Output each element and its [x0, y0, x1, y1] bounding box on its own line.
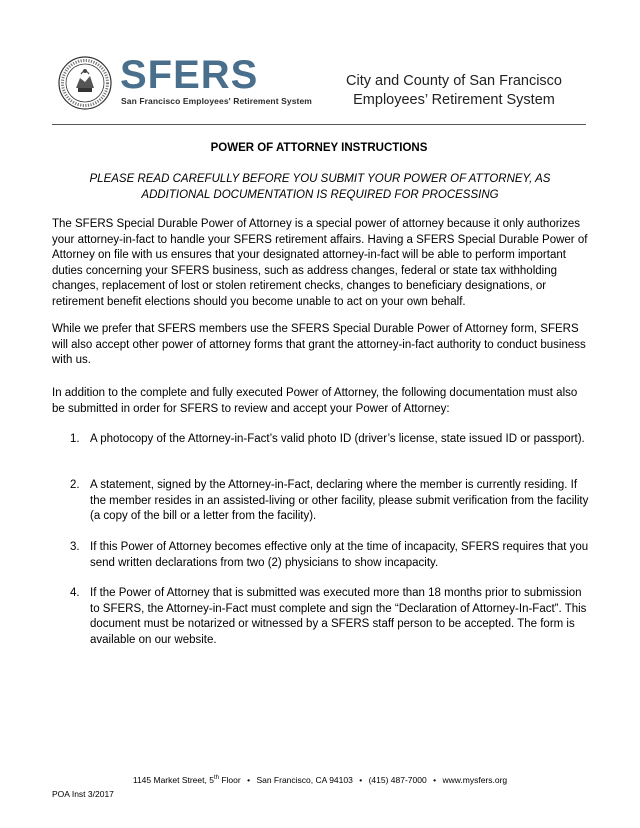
list-item-number: 2. — [70, 479, 80, 491]
list-item-text: A photocopy of the Attorney-in-Fact’s valid photo ID (driver’s license, state issued ID or passport). — [90, 433, 585, 445]
footer-website[interactable]: www.mysfers.org — [442, 774, 508, 785]
footer-floor: Floor — [218, 774, 241, 785]
footer-street: 1145 Market Street, 5 — [132, 774, 214, 785]
footer-city: San Francisco, CA 94103 — [256, 774, 353, 785]
letterhead — [56, 50, 586, 120]
paragraph-documentation: In addition to the complete and fully executed Power of Attorney, the following documentation must also be submitted in order for SFERS to review and accept your Power of Attorney: — [52, 387, 578, 415]
sfers-logo-tagline: San Francisco Employees' Retirement System — [121, 96, 312, 106]
list-item-text: If the Power of Attorney that is submitted was executed more than 18 months prior to submission to SFERS, the Attorney-in-Fact must complete and sign the “Declaration of Attorney-In-Fact”. This document must be notarized or witnessed by a SFERS staff person to be accepted. The form is available on our website. — [90, 587, 587, 646]
footer-separator: • — [359, 774, 363, 785]
footer-separator: • — [247, 774, 251, 785]
header-divider — [52, 124, 586, 125]
form-code: POA Inst 3/2017 — [52, 789, 114, 799]
paragraph-intro: The SFERS Special Durable Power of Attorney is a special power of attorney because it only authorizes your attorney-in-fact to handle your SFERS retirement affairs. Having a SFERS Special Durable Power of Attorney on file with us ensures that your designated attorney-in-fact will be able to perform important duties concerning your SFERS business, such as address changes, federal or state tax withholding changes, replacement of lost or stolen retirement checks, changes to beneficiary designations, or retirement benefit elections should you become unable to act on your own behalf. — [52, 218, 588, 308]
footer-address — [0, 772, 640, 786]
org-line-2: Employees’ Retirement System — [353, 92, 555, 108]
footer-street-sup: th — [213, 775, 219, 781]
city-seal-icon — [58, 56, 112, 110]
organization-name — [346, 72, 562, 110]
list-item-text: A statement, signed by the Attorney-in-Fact, declaring where the member is currently residing. If the member resides in an assisted-living or other facility, please submit verification from the facility (a copy of the bill or a letter from the facility). — [90, 479, 589, 522]
document-title: POWER OF ATTORNEY INSTRUCTIONS — [210, 142, 428, 154]
list-item-number: 3. — [70, 541, 80, 553]
org-line-1: City and County of San Francisco — [346, 73, 562, 89]
footer-phone: (415) 487-7000 — [368, 774, 427, 785]
document-subtitle: PLEASE READ CAREFULLY BEFORE YOU SUBMIT YOUR POWER OF ATTORNEY, AS ADDITIONAL DOCUMENTATION IS REQUIRED FOR PROCESSING — [89, 173, 551, 201]
list-item-text: If this Power of Attorney becomes effective only at the time of incapacity, SFERS requires that you send written declarations from two (2) physicians to show incapacity. — [90, 541, 589, 569]
footer-separator: • — [433, 774, 437, 785]
list-item-number: 1. — [70, 433, 80, 445]
paragraph-other-forms: While we prefer that SFERS members use the SFERS Special Durable Power of Attorney form, SFERS will also accept other power of attorney forms that grant the attorney-in-fact authority to conduct business with us. — [52, 323, 586, 366]
sfers-logo-wordmark: SFERS — [120, 53, 259, 97]
list-item-number: 4. — [70, 587, 80, 599]
